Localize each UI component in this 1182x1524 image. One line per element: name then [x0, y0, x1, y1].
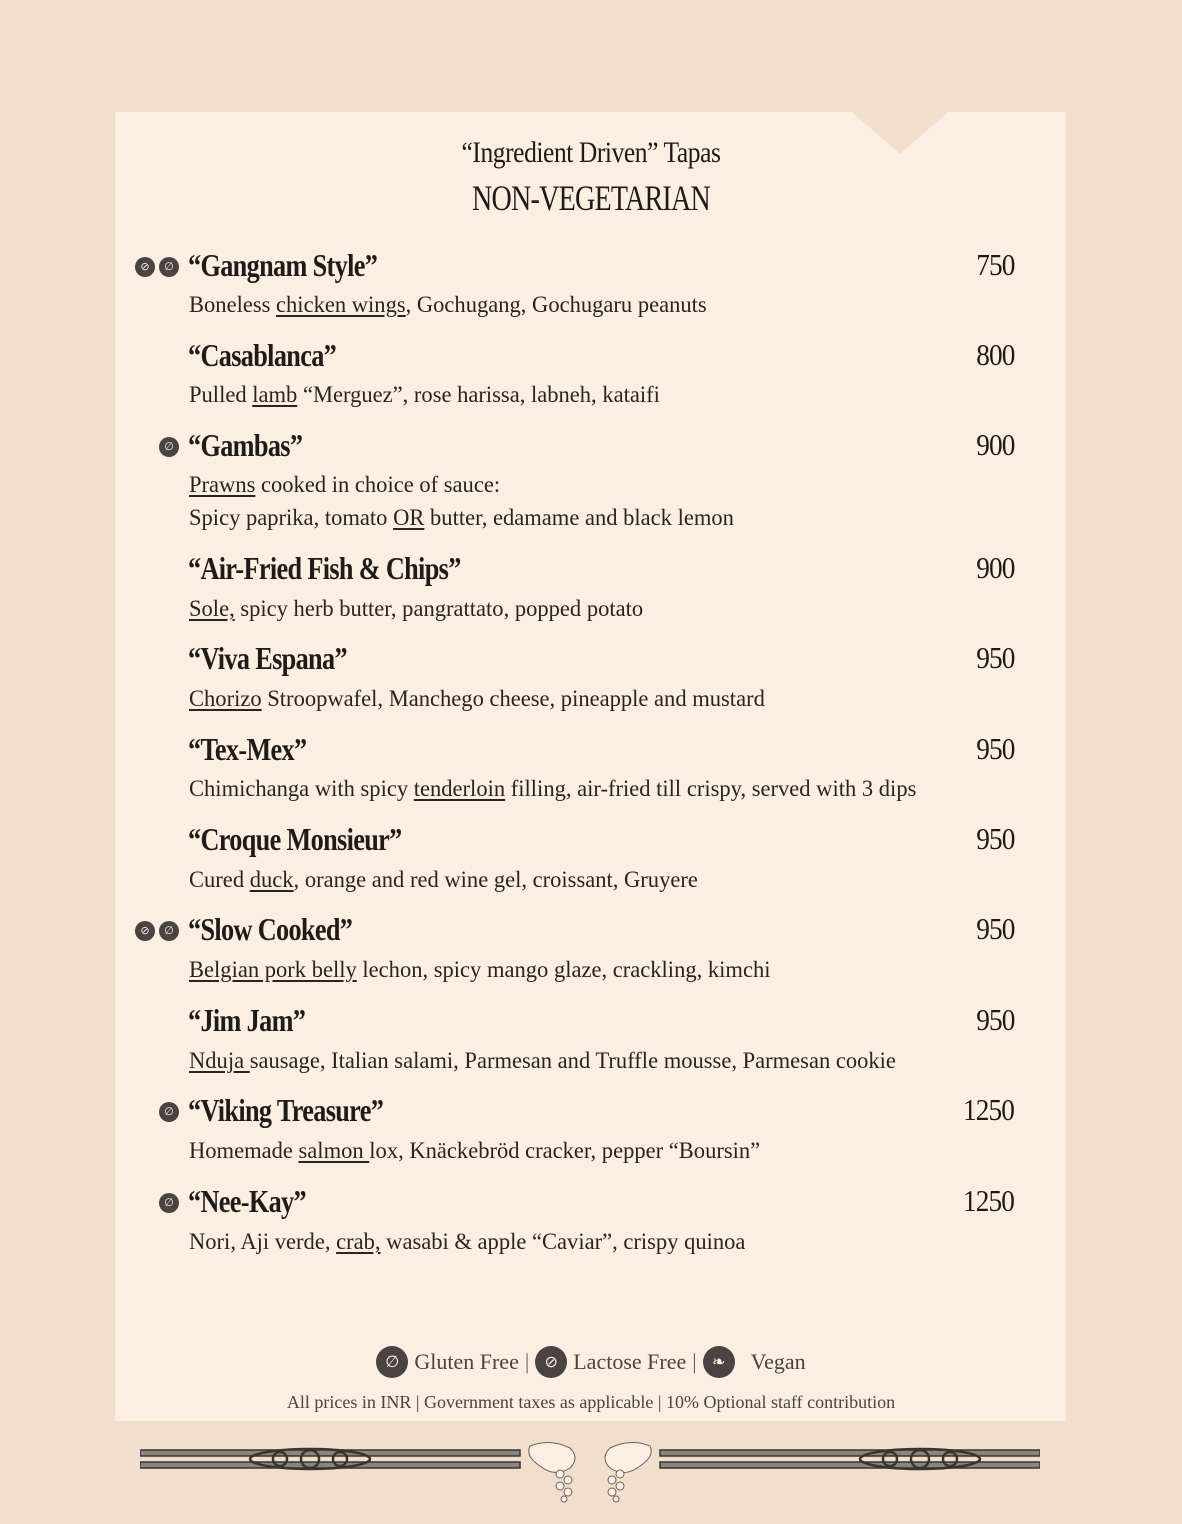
- gluten-free-icon: ∅: [159, 1102, 179, 1122]
- description-text: Chimichanga with spicy: [189, 776, 414, 801]
- legend-separator: |: [692, 1349, 697, 1374]
- description-text: , Gochugang, Gochugaru peanuts: [405, 292, 707, 317]
- menu-item-description: [189, 686, 765, 712]
- menu-item-price: 800: [975, 337, 1014, 372]
- legend-vegan: Vegan: [750, 1349, 806, 1374]
- highlighted-ingredient: Chorizo: [189, 686, 262, 711]
- description-text: Boneless: [189, 292, 277, 317]
- highlighted-ingredient: crab,: [336, 1229, 381, 1254]
- legend-separator: |: [524, 1349, 530, 1374]
- highlighted-ingredient: Nduja: [189, 1048, 250, 1073]
- description-text: butter, edamame and black lemon: [424, 505, 734, 530]
- lactose-free-icon: ⊘: [535, 1346, 567, 1378]
- description-text: wasabi & apple “Caviar”, crispy quinoa: [380, 1229, 746, 1254]
- description-text: Homemade: [189, 1138, 299, 1163]
- menu-item-price: 900: [975, 427, 1014, 462]
- menu-item-description: [189, 1229, 745, 1255]
- menu-item-name: “Gambas”: [188, 427, 303, 463]
- menu-item-price: 1250: [962, 1092, 1014, 1127]
- gluten-free-icon: ∅: [376, 1346, 408, 1378]
- menu-item-name: “Viking Treasure”: [188, 1092, 384, 1128]
- description-text: filling, air-fried till crispy, served with 3 dips: [505, 776, 917, 801]
- highlighted-ingredient: duck: [249, 867, 294, 892]
- dietary-legend: [0, 1346, 1182, 1378]
- gluten-free-icon: ∅: [159, 921, 179, 941]
- menu-item-description: [189, 505, 734, 531]
- menu-subtitle: “Ingredient Driven” Tapas: [461, 136, 721, 169]
- description-text: lox, Knäckebröd cracker, pepper “Boursin”: [369, 1138, 761, 1163]
- menu-item-price: 1250: [962, 1183, 1014, 1218]
- menu-item-description: [189, 382, 660, 408]
- decorative-ornament-divider: [140, 1438, 1040, 1504]
- menu-item-name: “Viva Espana”: [188, 640, 347, 676]
- description-text: Cured: [189, 867, 250, 892]
- lactose-free-icon: ⊘: [135, 257, 155, 277]
- description-text: Pulled: [189, 382, 253, 407]
- menu-item-price: 900: [975, 550, 1014, 585]
- menu-item-description: [189, 1048, 896, 1074]
- vegan-leaf-icon: ❧: [703, 1346, 735, 1378]
- gluten-free-icon: ∅: [159, 437, 179, 457]
- menu-item-name: “Nee-Kay”: [188, 1183, 306, 1219]
- highlighted-ingredient: Sole,: [189, 596, 235, 621]
- menu-item-description: [189, 776, 916, 802]
- highlighted-ingredient: lamb: [252, 382, 298, 407]
- menu-item-name: “Croque Monsieur”: [188, 821, 402, 857]
- dietary-badges: [135, 257, 179, 277]
- menu-item-name: “Casablanca”: [188, 337, 337, 373]
- menu-item-description: [189, 292, 707, 318]
- highlighted-ingredient: salmon: [298, 1138, 370, 1163]
- menu-item-description: [189, 472, 500, 498]
- menu-item-description: [189, 1138, 760, 1164]
- menu-item-name: “Tex-Mex”: [188, 731, 307, 767]
- description-text: Stroopwafel, Manchego cheese, pineapple and mustard: [261, 686, 765, 711]
- legend-gluten-free: Gluten Free: [414, 1349, 519, 1374]
- highlighted-ingredient: OR: [393, 505, 425, 530]
- dietary-badges: [135, 921, 179, 941]
- menu-item-price: 750: [975, 247, 1014, 282]
- menu-item-description: [189, 596, 643, 622]
- dietary-badges: [159, 1193, 179, 1213]
- menu-item-price: 950: [975, 1002, 1014, 1037]
- menu-item-description: [189, 867, 698, 893]
- gluten-free-icon: ∅: [159, 257, 179, 277]
- menu-title: NON-VEGETARIAN: [472, 178, 710, 218]
- menu-item-description: [189, 957, 770, 983]
- menu-item-name: “Air-Fried Fish & Chips”: [188, 550, 461, 586]
- legend-lactose-free: Lactose Free: [573, 1349, 687, 1374]
- description-text: cooked in choice of sauce:: [255, 472, 501, 497]
- description-text: spicy herb butter, pangrattato, popped potato: [234, 596, 644, 621]
- description-text: Nori, Aji verde,: [189, 1229, 337, 1254]
- dietary-badges: [159, 437, 179, 457]
- description-text: , orange and red wine gel, croissant, Gruyere: [293, 867, 698, 892]
- highlighted-ingredient: tenderloin: [413, 776, 506, 801]
- menu-item-name: “Jim Jam”: [188, 1002, 306, 1038]
- lactose-free-icon: ⊘: [135, 921, 155, 941]
- highlighted-ingredient: Prawns: [189, 472, 256, 497]
- menu-item-price: 950: [975, 821, 1014, 856]
- description-text: “Merguez”, rose harissa, labneh, kataifi: [297, 382, 660, 407]
- menu-item-price: 950: [975, 911, 1014, 946]
- description-text: Spicy paprika, tomato: [189, 505, 394, 530]
- description-text: sausage, Italian salami, Parmesan and Truffle mousse, Parmesan cookie: [249, 1048, 896, 1073]
- dietary-badges: [159, 1102, 179, 1122]
- description-text: lechon, spicy mango glaze, crackling, kimchi: [356, 957, 771, 982]
- gluten-free-icon: ∅: [159, 1193, 179, 1213]
- price-footnote: All prices in INR | Government taxes as applicable | 10% Optional staff contribution: [286, 1392, 896, 1412]
- highlighted-ingredient: chicken wings: [276, 292, 406, 317]
- menu-item-name: “Slow Cooked”: [188, 911, 353, 947]
- highlighted-ingredient: Belgian pork belly: [189, 957, 357, 982]
- menu-item-price: 950: [975, 640, 1014, 675]
- menu-item-name: “Gangnam Style”: [188, 247, 378, 283]
- menu-item-price: 950: [975, 731, 1014, 766]
